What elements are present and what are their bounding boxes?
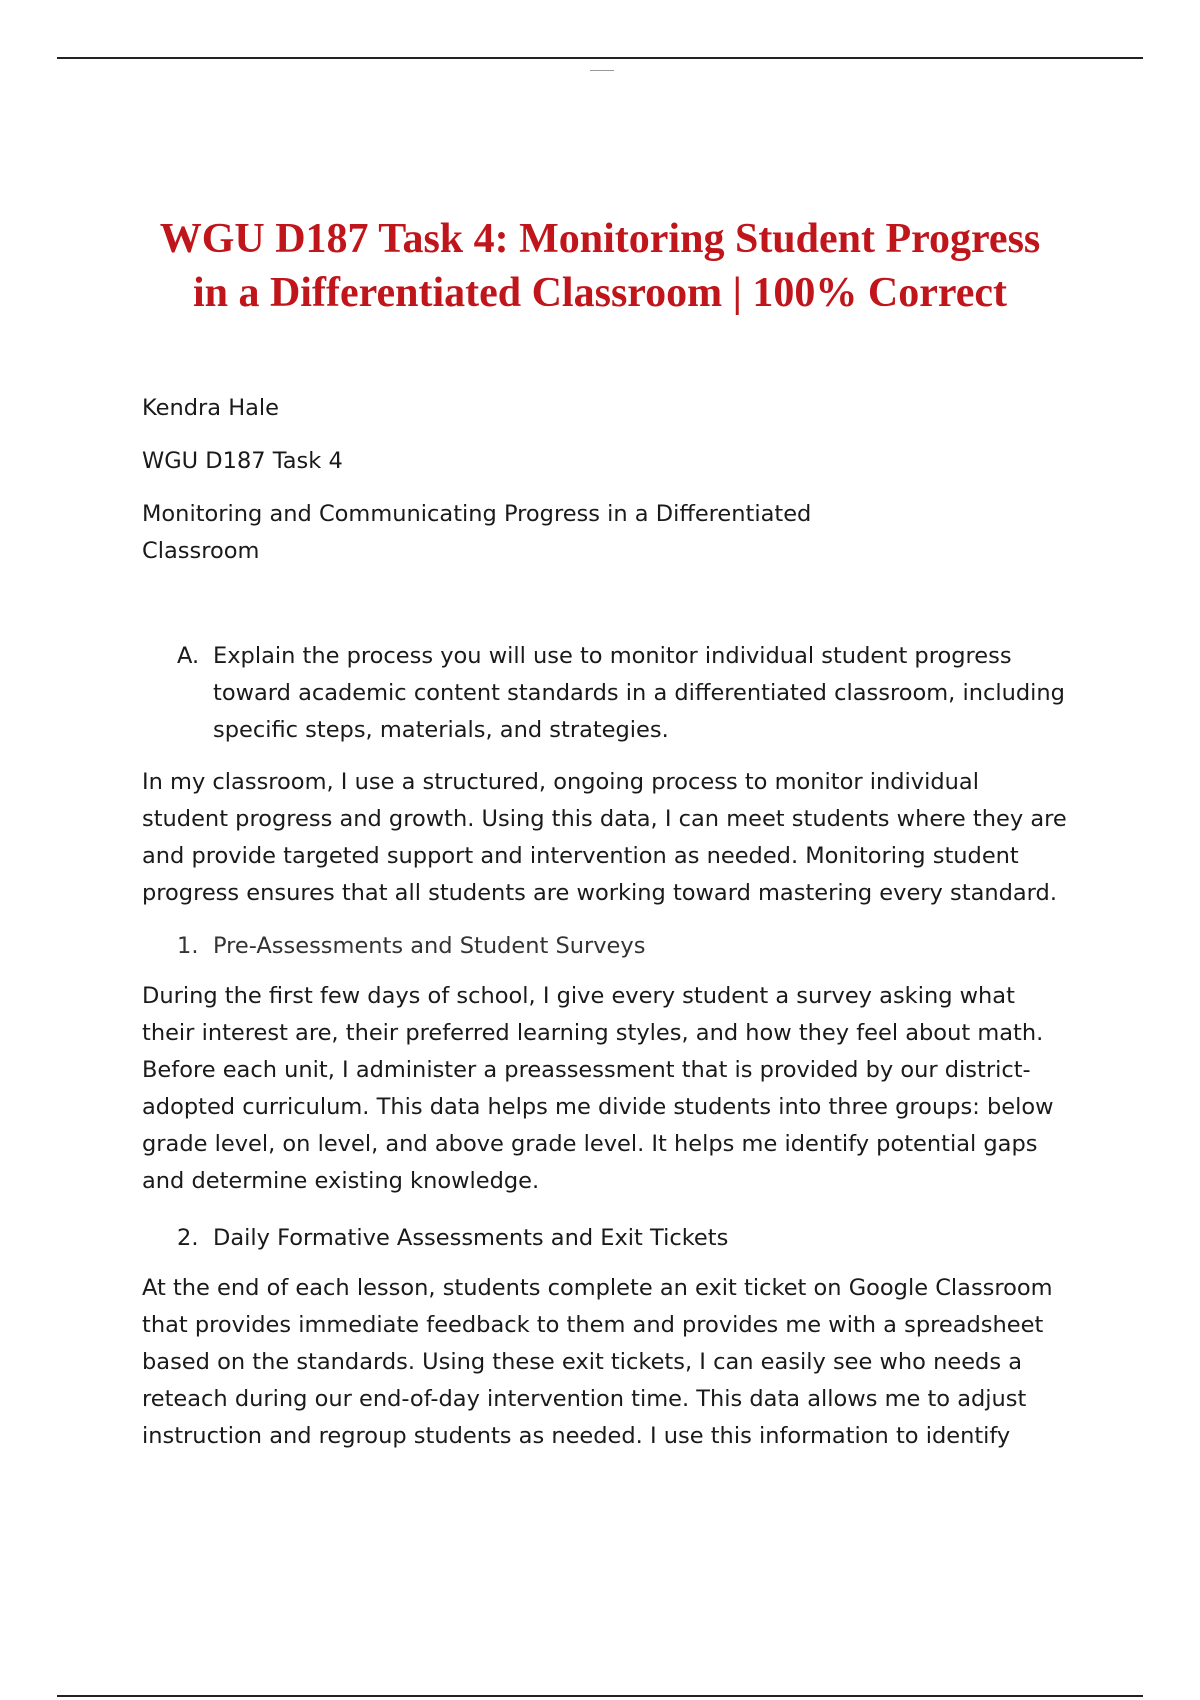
step-2-paragraph: At the end of each lesson, students complete an exit ticket on Google Classroom that provides immediate feedback to them and provides me with a spreadsheet based on the standards. Using these exit tickets, I can easily see who needs a reteach during our end-of-day intervention time. This data allows me to adjust instruction and regroup students as needed. I use this information to identify xyxy=(142,1275,1053,1449)
step-1-paragraph: During the first few days of school, I give every student a survey asking what their interest are, their preferred learning styles, and how they feel about math. Before each unit, I administer a preassessment that is provided by our district-adopted curriculum. This data helps me divide students into three groups: below grade level, on level, and above grade level. It helps me identify potential gaps and determine existing knowledge. xyxy=(142,983,1054,1194)
paragraph-intro: In my classroom, I use a structured, ongoing process to monitor individual student progress and growth. Using this data, I can meet students where they are and provide targeted support and intervention as needed. Monitoring student progress ensures that all students are working toward mastering every standard. xyxy=(142,769,1067,906)
document-meta xyxy=(142,390,1072,586)
document-title xyxy=(100,212,1100,320)
page-top-rule xyxy=(57,57,1143,59)
course-name: WGU D187 Task 4 xyxy=(142,448,343,474)
step-1-title: Pre-Assessments and Student Surveys xyxy=(213,933,646,959)
step-1-number: 1. xyxy=(177,933,199,959)
document-title-line-2: in a Differentiated Classroom | 100% Correct xyxy=(192,270,1008,316)
step-2-title: Daily Formative Assessments and Exit Tickets xyxy=(213,1225,729,1251)
step-2-heading xyxy=(177,1220,1057,1257)
author-name: Kendra Hale xyxy=(142,395,280,421)
step-2-number: 2. xyxy=(177,1225,199,1251)
document-title-line-1: WGU D187 Task 4: Monitoring Student Progress xyxy=(159,216,1041,262)
document-subtitle: Monitoring and Communicating Progress in a Differentiated Classroom xyxy=(142,501,812,564)
section-a-prompt xyxy=(177,638,1093,749)
step-1-heading xyxy=(177,928,1057,965)
page-bottom-rule xyxy=(57,1695,1143,1697)
page-header-mark xyxy=(590,70,614,71)
section-a-label: A. xyxy=(177,643,200,669)
section-a-text: Explain the process you will use to monitor individual student progress toward academic content standards in a differentiated classroom, including specific steps, materials, and strategies. xyxy=(213,643,1065,743)
